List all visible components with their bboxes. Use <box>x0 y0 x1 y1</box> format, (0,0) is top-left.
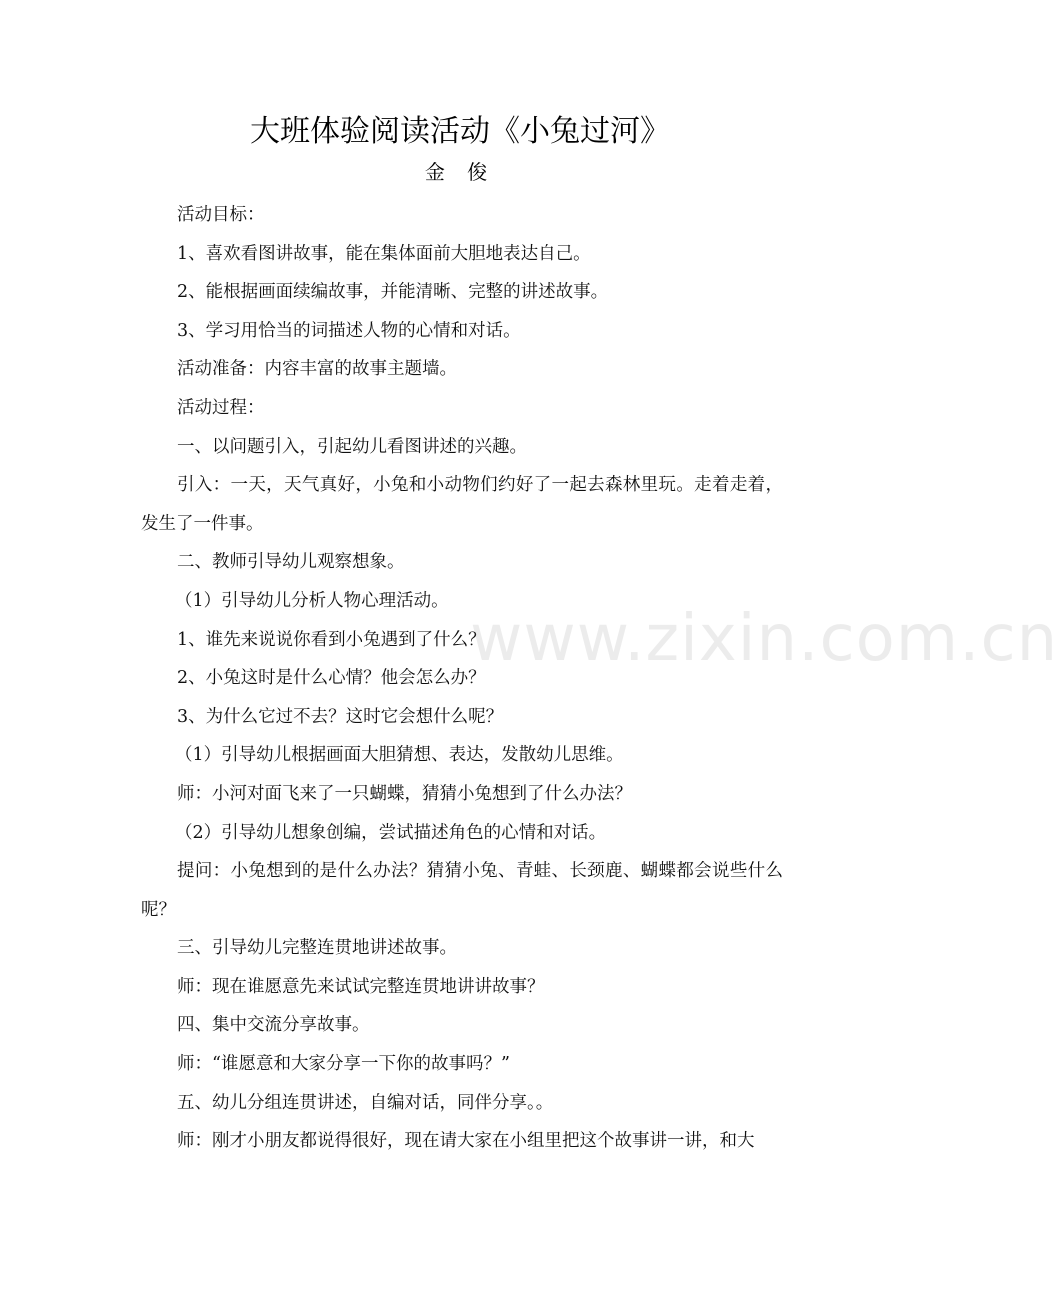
document-title: 大班体验阅读活动《小兔过河》 <box>250 114 670 149</box>
process-step: 五、幼儿分组连贯讲述，自编对话，同伴分享。。 <box>177 1092 554 1113</box>
body-paragraph: 提问：小兔想到的是什么办法？猜猜小兔、青蛙、长颈鹿、蝴蝶都会说些什么呢？ <box>141 861 783 920</box>
body-paragraph: 师：小河对面飞来了一只蝴蝶，猜猜小兔想到了什么办法？ <box>177 783 632 804</box>
sub-step: （2）引导幼儿想象创编，尝试描述角色的心情和对话。 <box>175 822 607 843</box>
watermark: www.zixin.com.cn <box>470 602 1058 676</box>
body-paragraph: 师：刚才小朋友都说得很好，现在请大家在小组里把这个故事讲一讲，和大 <box>177 1131 755 1152</box>
process-step: 四、集中交流分享故事。 <box>177 1015 370 1036</box>
sub-step: （1）引导幼儿根据画面大胆猜想、表达，发散幼儿思维。 <box>175 745 624 766</box>
question-item: 3、为什么它过不去？这时它会想什么呢？ <box>177 706 504 727</box>
process-step: 三、引导幼儿完整连贯地讲述故事。 <box>177 938 457 959</box>
goal-item: 2、能根据画面续编故事，并能清晰、完整的讲述故事。 <box>177 282 609 303</box>
section-heading-preparation: 活动准备：内容丰富的故事主题墙。 <box>177 359 457 380</box>
question-item: 2、小兔这时是什么心情？他会怎么办？ <box>177 668 486 689</box>
author-name: 金 俊 <box>424 160 496 184</box>
document-body <box>141 196 783 1161</box>
body-paragraph: 师：现在谁愿意先来试试完整连贯地讲讲故事？ <box>177 976 545 997</box>
question-item: 1、谁先来说说你看到小兔遇到了什么？ <box>177 629 486 650</box>
section-heading-process: 活动过程： <box>177 397 265 418</box>
body-paragraph: 引入：一天，天气真好，小兔和小动物们约好了一起去森林里玩。走着走着，发生了一件事。 <box>141 475 783 534</box>
process-step: 一、以问题引入，引起幼儿看图讲述的兴趣。 <box>177 436 527 457</box>
sub-step: （1）引导幼儿分析人物心理活动。 <box>175 590 449 611</box>
section-heading-goals: 活动目标： <box>177 205 265 225</box>
goal-item: 3、学习用恰当的词描述人物的心情和对话。 <box>177 320 521 341</box>
body-paragraph: 师：“谁愿意和大家分享一下你的故事吗？” <box>177 1054 510 1075</box>
process-step: 二、教师引导幼儿观察想象。 <box>177 552 405 573</box>
goal-item: 1、喜欢看图讲故事，能在集体面前大胆地表达自己。 <box>177 243 591 264</box>
